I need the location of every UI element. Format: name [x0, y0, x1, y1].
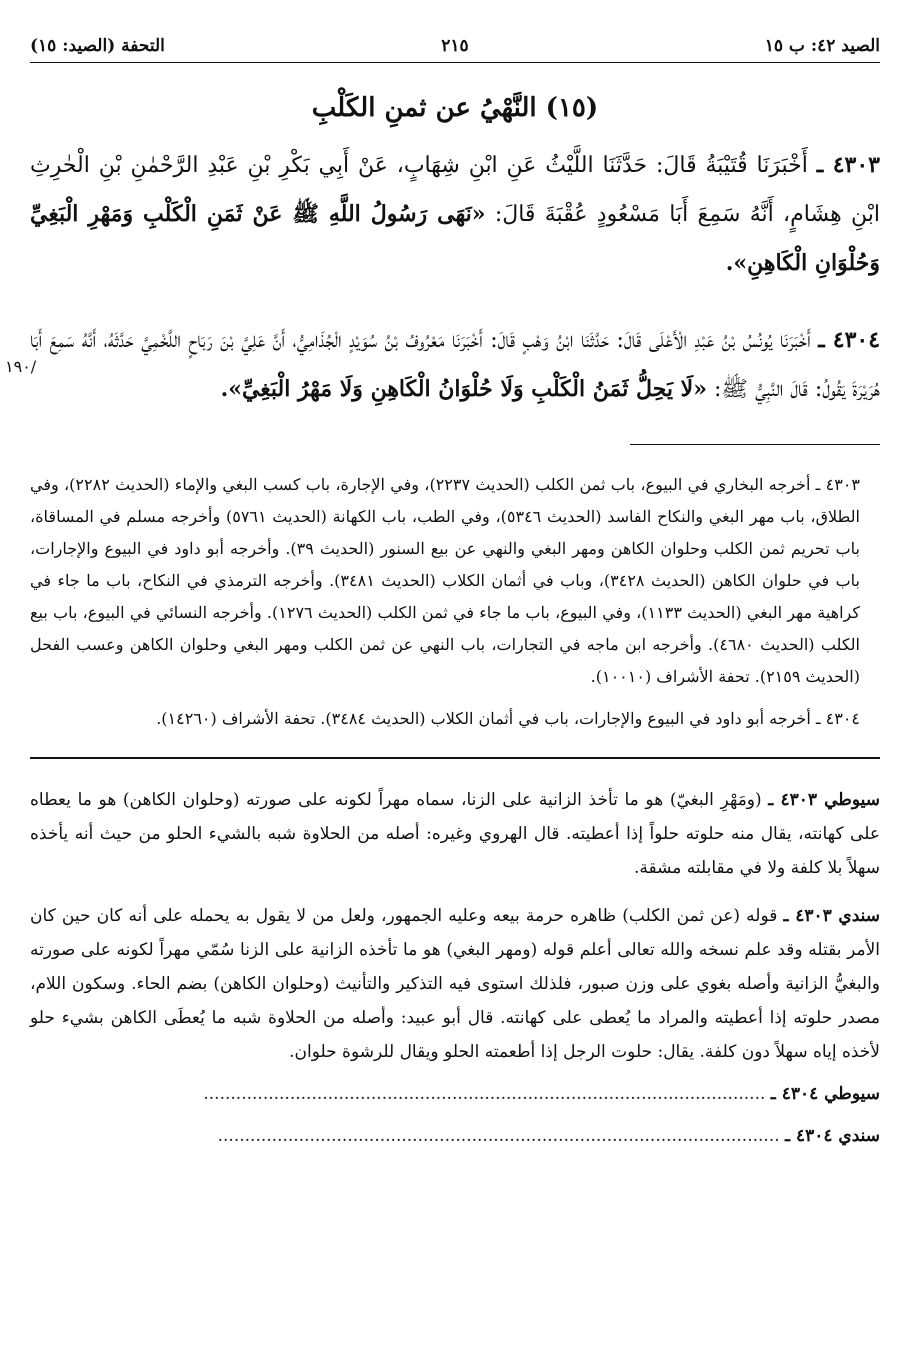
page-number: ٢١٥: [441, 36, 469, 56]
section-divider-full: [30, 757, 880, 759]
section-divider-short: [630, 444, 880, 445]
commentary-text: قوله (عن ثمن الكلب) ظاهره حرمة بيعه وعليه الجمهور، ولعل من لا يقول به يحمله على أنه كان حين كان الأمر بقتله وقد علم نسخه والله تعالى أعلم قوله (ومهر البغي) هو ما تأخذه الزانية على الزنا سُمّي مهراً لكونه على صورته والبغيُّ الزانية وأصله بغوي على وزن صبور، فلذلك استوى فيه التذكير والتأنيث (وحلوان الكاهن) بضم الحاء. وسكون اللام، مصدر حلوته إذا أعطيته والمراد ما يُعطى على كهانته. قال أبو عبيد: وأصله من الحلاوة شبه ما يُعطَى الكاهن بشيء حلو لأخذه إياه سهلاً دون كلفة. يقال: حلوت الرجل إذا أطعمته الحلو ويقال للرشوة حلوان.: [30, 906, 880, 1062]
commentary-label: سيوطي ٤٣٠٣ ـ: [768, 790, 880, 810]
hadith-matn: «لَا يَحِلُّ ثَمَنُ الْكَلْبِ وَلَا حُلْوَانُ الْكَاهِنِ وَلَا مَهْرُ الْبَغِيِّ».: [220, 376, 707, 402]
commentary-suyuti-4304: [30, 1077, 880, 1111]
hadith-matn: «نَهَى رَسُولُ اللَّهِ ﷺ عَنْ ثَمَنِ الْكَلْبِ وَمَهْرِ الْبَغِيِّ وَحُلْوَانِ الْكَاهِنِ».: [30, 201, 880, 276]
commentary-label: سندي ٤٣٠٤ ـ: [785, 1126, 880, 1146]
hadith-4304: [30, 316, 880, 414]
header-chapter-ref: الصيد ٤٢: ب ١٥: [764, 36, 880, 56]
hadith-number: ٤٣٠٣ ـ: [816, 152, 880, 178]
hadith-number: ٤٣٠٤ ـ: [818, 327, 881, 353]
page-header: [30, 30, 880, 63]
book-page: [5, 30, 881, 1153]
commentary-label: سيوطي ٤٣٠٤ ـ: [770, 1084, 880, 1104]
commentary-label: سندي ٤٣٠٣ ـ: [783, 906, 881, 926]
takhrij-4304: ٤٣٠٤ ـ أخرجه أبو داود في البيوع والإجارات، باب في أثمان الكلاب (الحديث ٣٤٨٤). تحفة الأشراف (١٤٢٦٠).: [156, 709, 860, 728]
commentary-sindi-4304: [30, 1119, 880, 1153]
dotted-placeholder: ........................................................................................................: [203, 1084, 766, 1104]
hadith-4303: [30, 141, 880, 288]
commentary-sindi-4303: [30, 899, 880, 1069]
chapter-title: (١٥) النَّهْيُ عن ثمنِ الكَلْبِ: [311, 93, 599, 123]
takhrij-4303: ٤٣٠٣ ـ أخرجه البخاري في البيوع، باب ثمن الكلب (الحديث ٢٢٣٧)، وفي الإجارة، باب كسب البغي والإماء (الحديث ٢٢٨٢)، وفي الطلاق، باب مهر البغي والنكاح الفاسد (الحديث ٥٣٤٦)، وفي الطب، باب الكهانة (الحديث ٥٧٦١) وأخرجه مسلم في المساقاة، باب تحريم ثمن الكلب وحلوان الكاهن ومهر البغي والنهي عن بيع السنور (الحديث ٣٩). وأخرجه أبو داود في البيوع والإجارات، باب في حلوان الكاهن (الحديث ٣٤٢٨)، وباب في أثمان الكلاب (الحديث ٣٤٨١). وأخرجه الترمذي في النكاح، باب ما جاء في كراهية مهر البغي (الحديث ١١٣٣)، وفي البيوع، باب ما جاء في ثمن الكلب (الحديث ١٢٧٦). وأخرجه النسائي في البيوع، باب بيع الكلب (الحديث ٤٦٨٠). وأخرجه ابن ماجه في التجارات، باب النهي عن ثمن الكلب ومهر البغي وحلوان الكاهن وعسب الفحل (الحديث ٢١٥٩). تحفة الأشراف (١٠٠١٠).: [30, 475, 861, 686]
commentary-text: (ومَهْرِ البغيّ) هو ما تأخذ الزانية على الزنا، سماه مهراً لكونه على صورته (وحلوان الكاهن) هو ما يعطاه على كهانته، يقال منه حلوته حلواً إذا أعطيته. قال الهروي وغيره: أصله من الحلاوة شبه بالشيء الحلو من حيث أنه يأخذه سهلاً بلا كلفة ولا في مقابلته مشقة.: [30, 790, 880, 878]
dotted-placeholder: ........................................................................................................: [217, 1126, 780, 1146]
hadith-isnad: أَخْبَرَنَا قُتَيْبَةُ قَالَ: حَدَّثَنَا اللَّيْثُ عَنِ ابْنِ شِهَابٍ، عَنْ أَبِي بَكْرِ بْنِ عَبْدِ الرَّحْمٰنِ بْنِ الْحٰرِثِ ابْنِ هِشَامٍ، أَنَّهُ سَمِعَ أَبَا مَسْعُودٍ عُقْبَةَ قَالَ:: [30, 153, 880, 227]
margin-reference: ١٩٠/: [5, 357, 37, 376]
commentary-suyuti-4303: [30, 783, 880, 885]
header-tuhfa-ref: التحفة (الصيد: ١٥): [30, 36, 165, 56]
hadith-isnad: أَخْبَرَنَا يُونُسُ بْنُ عَبْدِ الْأَعْلَى قَالَ: حَدَّثَنَا ابْنُ وَهْبٍ قَالَ: أَخْبَرَنَا مَعْرُوفُ بْنُ سُوَيْدٍ الْجُذَامِيُّ، أَنَّ عَلِيَّ بْنَ رَبَاحٍ اللَّخْمِيَّ حَدَّثَهُ، أَنَّهُ سَمِعَ أَبَا هُرَيْرَةَ يَقُولُ: قَالَ النَّبِيُّ ﷺ:: [30, 328, 880, 402]
